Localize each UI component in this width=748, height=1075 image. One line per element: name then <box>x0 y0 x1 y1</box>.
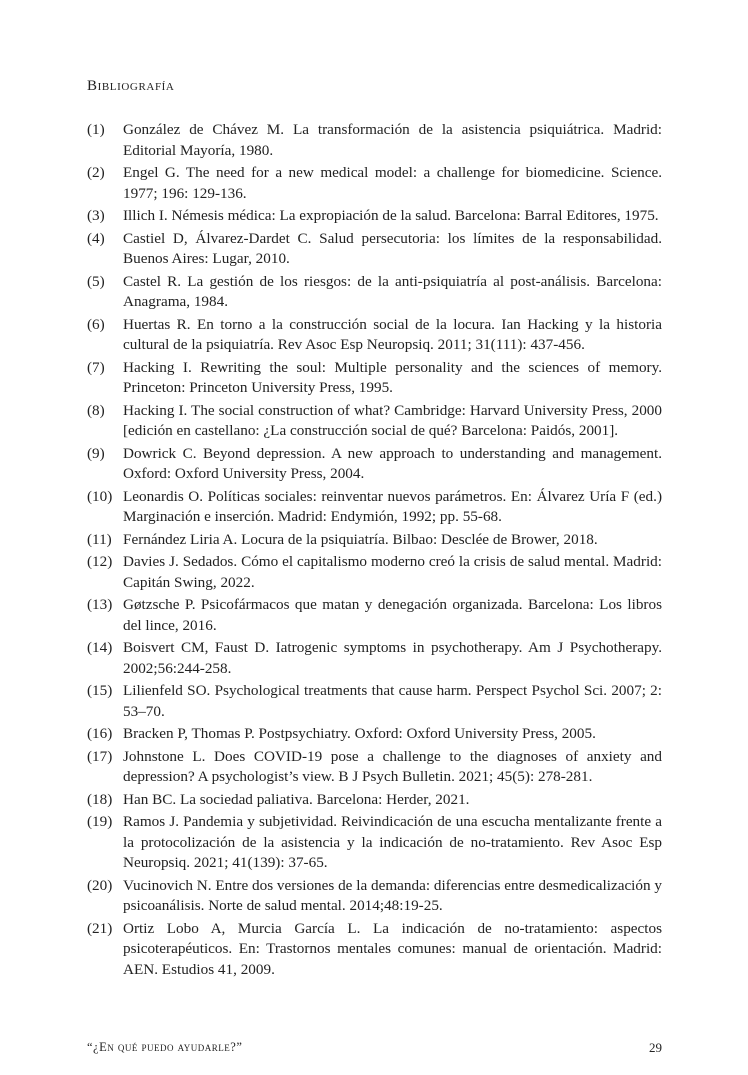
bibliography-entry <box>87 229 662 270</box>
entry-text: Dowrick C. Beyond depression. A new approach to understanding and management. Oxford: Oxford University Press, 2004. <box>123 444 662 482</box>
entry-number: (3) <box>87 207 105 224</box>
entry-text: Vucinovich N. Entre dos versiones de la demanda: diferencias entre desmedicalización y psicoanálisis. Norte de salud mental. 2014;48:19-25. <box>123 876 662 914</box>
bibliography-entry <box>87 552 662 593</box>
bibliography-entry <box>87 487 662 528</box>
entry-text: González de Chávez M. La transformación de la asistencia psiquiátrica. Madrid: Editorial Mayoría, 1980. <box>123 121 662 159</box>
entry-number: (7) <box>87 358 105 376</box>
entry-text: Hacking I. The social construction of what? Cambridge: Harvard University Press, 2000 [edición en castellano: ¿La construcción social de qué? Barcelona: Paidós, 2001]. <box>123 401 662 439</box>
entry-text: Johnstone L. Does COVID-19 pose a challenge to the diagnoses of anxiety and depression? A psychologist’s view. B J Psych Bulletin. 2021; 45(5): 278-281. <box>123 747 662 785</box>
bibliography-entry <box>87 919 662 981</box>
entry-number: (2) <box>87 164 105 181</box>
entry-text: Engel G. The need for a new medical model: a challenge for biomedicine. Science. 1977; 196: 129-136. <box>123 164 662 202</box>
bibliography-entry <box>87 401 662 442</box>
entry-number: (13) <box>87 596 113 613</box>
bibliography-entry <box>87 358 662 399</box>
entry-number: (15) <box>87 682 113 699</box>
entry-number: (1) <box>87 121 105 138</box>
bibliography-entry <box>87 120 662 161</box>
bibliography-entry <box>87 681 662 722</box>
entry-number: (8) <box>87 401 105 419</box>
bibliography-entry <box>87 790 662 811</box>
entry-text: Boisvert CM, Faust D. Iatrogenic symptoms in psychotherapy. Am J Psychotherapy. 2002;56:244-258. <box>123 639 662 677</box>
entry-text: Bracken P, Thomas P. Postpsychiatry. Oxford: Oxford University Press, 2005. <box>123 725 596 742</box>
entry-number: (11) <box>87 530 112 548</box>
entry-number: (18) <box>87 790 113 808</box>
entry-text: Lilienfeld SO. Psychological treatments that cause harm. Perspect Psychol Sci. 2007; 2: 53–70. <box>123 682 662 720</box>
entry-text: Gøtzsche P. Psicofármacos que matan y denegación organizada. Barcelona: Los libros del lince, 2016. <box>123 596 662 634</box>
entry-text: Castiel D, Álvarez-Dardet C. Salud persecutoria: los límites de la responsabilidad. Buenos Aires: Lugar, 2010. <box>123 229 662 267</box>
entry-text: Ortiz Lobo A, Murcia García L. La indicación de no-tratamiento: aspectos psicoterapéuticos. En: Trastornos mentales comunes: manual de orientación. Madrid: AEN. Estudios 41, 2009. <box>123 919 662 978</box>
entry-text: Illich I. Némesis médica: La expropiación de la salud. Barcelona: Barral Editores, 1975. <box>123 207 659 224</box>
entry-number: (9) <box>87 444 105 462</box>
bibliography-entry <box>87 812 662 874</box>
entry-number: (12) <box>87 553 113 570</box>
entry-number: (5) <box>87 272 105 290</box>
page-number: 29 <box>649 1040 662 1055</box>
bibliography-entry <box>87 876 662 917</box>
entry-number: (20) <box>87 876 113 894</box>
entry-text: Davies J. Sedados. Cómo el capitalismo moderno creó la crisis de salud mental. Madrid: Capitán Swing, 2022. <box>123 553 662 591</box>
running-footer-title: “¿En qué puedo ayudarle?” <box>87 1040 243 1054</box>
entry-number: (14) <box>87 639 113 656</box>
entry-number: (19) <box>87 813 113 830</box>
bibliography-entry <box>87 747 662 788</box>
entry-number: (16) <box>87 725 113 742</box>
bibliography-entry <box>87 206 662 227</box>
bibliography-entry <box>87 638 662 679</box>
entry-number: (21) <box>87 919 113 937</box>
entry-text: Han BC. La sociedad paliativa. Barcelona: Herder, 2021. <box>123 790 470 808</box>
bibliography-entry <box>87 595 662 636</box>
entry-text: Fernández Liria A. Locura de la psiquiatría. Bilbao: Desclée de Brower, 2018. <box>123 530 598 548</box>
bibliography-entry <box>87 315 662 356</box>
bibliography-entry <box>87 444 662 485</box>
entry-text: Huertas R. En torno a la construcción social de la locura. Ian Hacking y la historia cultural de la psiquiatría. Rev Asoc Esp Neuropsiq. 2011; 31(111): 437-456. <box>123 315 662 353</box>
entry-text: Castel R. La gestión de los riesgos: de la anti-psiquiatría al post-análisis. Barcelona: Anagrama, 1984. <box>123 272 662 310</box>
entry-number: (6) <box>87 315 105 333</box>
bibliography-entry <box>87 724 662 745</box>
bibliography-entry <box>87 163 662 204</box>
bibliography-heading: Bibliografía <box>87 78 175 94</box>
entry-text: Ramos J. Pandemia y subjetividad. Reivindicación de una escucha mentalizante frente a la protocolización de la asistencia y la indicación de no-tratamiento. Rev Asoc Esp Neuropsiq. 2021; 41(139): 37-65. <box>123 813 662 871</box>
entry-number: (4) <box>87 229 105 247</box>
entry-number: (10) <box>87 487 113 505</box>
entry-text: Leonardis O. Políticas sociales: reinventar nuevos parámetros. En: Álvarez Uría F (ed.) Marginación e inserción. Madrid: Endymión, 1992; pp. 55-68. <box>123 487 662 525</box>
bibliography-entry <box>87 530 662 551</box>
entry-number: (17) <box>87 747 113 765</box>
bibliography-list <box>87 120 662 982</box>
bibliography-entry <box>87 272 662 313</box>
entry-text: Hacking I. Rewriting the soul: Multiple personality and the sciences of memory. Princeton: Princeton University Press, 1995. <box>123 358 662 396</box>
